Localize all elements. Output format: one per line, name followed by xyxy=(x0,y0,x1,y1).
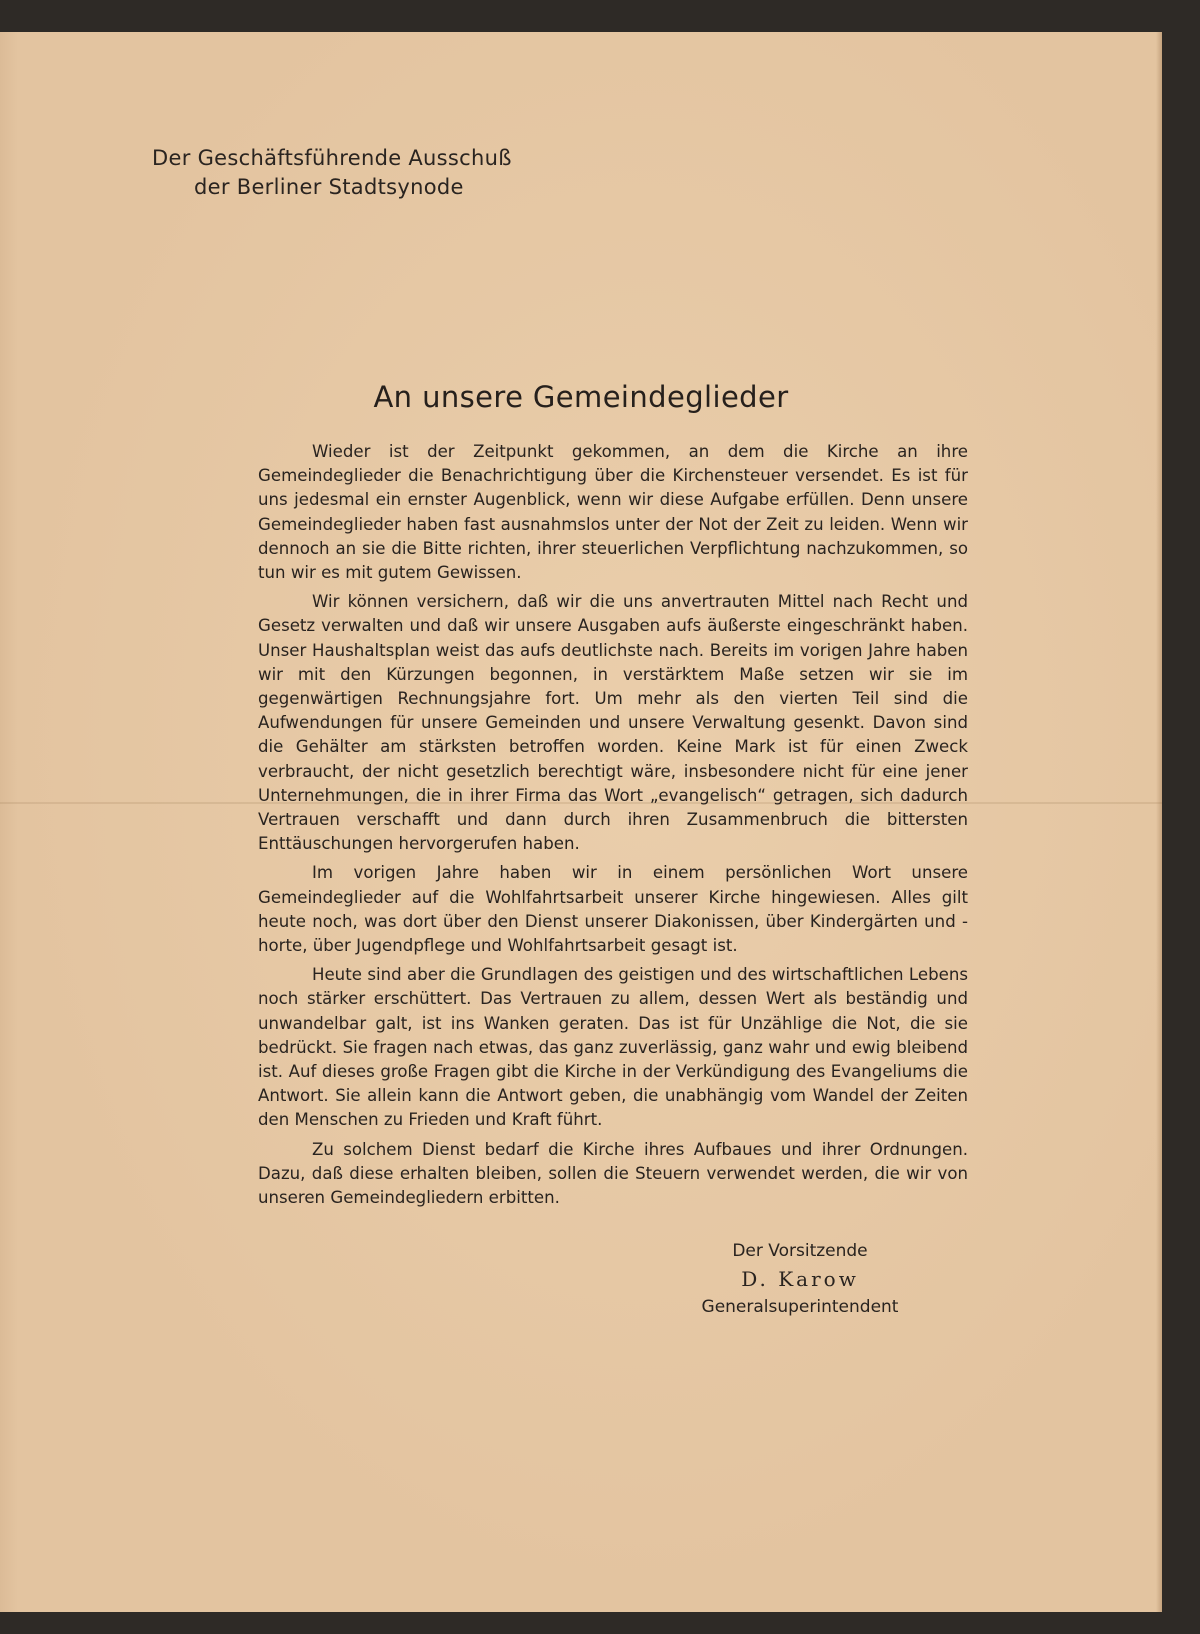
document-heading: An unsere Gemeindeglieder xyxy=(373,380,789,414)
paragraph: Zu solchem Dienst bedarf die Kirche ihres Aufbaues und ihrer Ordnungen. Dazu, daß diese erhalten bleiben, sollen die Steuern verwendet werden, die wir von unseren Gemeindegliedern erbitten. xyxy=(258,1139,968,1208)
paragraph: Heute sind aber die Grundlagen des geistigen und des wirtschaftlichen Lebens noch stärker erschüttert. Das Vertrauen zu allem, dessen Wert als beständig und unwandelbar galt, ist ins Wanken geraten. Das ist für Unzählige die Not, die sie bedrückt. Sie fragen nach etwas, das ganz zuverlässig, ganz wahr und ewig bleibend ist. Auf dieses große Fragen gibt die Kirche in der Verkündigung des Evangeliums die Antwort. Sie allein kann die Antwort geben, die unabhängig vom Wandel der Zeiten den Menschen zu Frieden und Kraft führt. xyxy=(258,965,968,1130)
sender-line-2: der Berliner Stadtsynode xyxy=(194,175,464,199)
letter-body xyxy=(258,440,968,1215)
signature-block xyxy=(700,1238,900,1320)
sender-line-1: Der Geschäftsführende Ausschuß xyxy=(152,146,512,170)
paragraph: Wieder ist der Zeitpunkt gekommen, an dem die Kirche an ihre Gemeindeglieder die Benachrichtigung über die Kirchensteuer versendet. Es ist für uns jedesmal ein ernster Augenblick, wenn wir diese Aufgabe erfüllen. Denn unsere Gemeindeglieder haben fast ausnahmslos unter der Not der Zeit zu leiden. Wenn wir dennoch an sie die Bitte richten, ihrer steuerlichen Verpflichtung nachzukommen, so tun wir es mit gutem Gewissen. xyxy=(258,442,968,583)
signature-name: D. Karow xyxy=(741,1267,859,1291)
paper-edge-shadow xyxy=(1156,32,1162,1612)
paragraph: Im vorigen Jahre haben wir in einem persönlichen Wort unsere Gemeindeglieder auf die Wohlfahrtsarbeit unserer Kirche hingewiesen. Alles gilt heute noch, was dort über den Dienst unserer Diakonissen, über Kindergärten und -horte, über Jugendpflege und Wohlfahrtsarbeit gesagt ist. xyxy=(258,863,968,956)
signature-role: Generalsuperintendent xyxy=(701,1297,899,1317)
paragraph: Wir können versichern, daß wir die uns anvertrauten Mittel nach Recht und Gesetz verwalten und daß wir unsere Ausgaben aufs äußerste eingeschränkt haben. Unser Haushaltsplan weist das aufs deutlichste nach. Bereits im vorigen Jahre haben wir mit den Kürzungen begonnen, in verstärktem Maße setzen wir sie im gegenwärtigen Rechnungsjahre fort. Um mehr als den vierten Teil sind die Aufwendungen für unsere Gemeinden und unsere Verwaltung gesenkt. Davon sind die Gehälter am stärksten betroffen worden. Keine Mark ist für einen Zweck verbraucht, der nicht gesetzlich berechtigt wäre, insbesondere nicht für eine jener Unternehmungen, die in ihrer Firma das Wort „evangelisch“ getragen, sich dadurch Vertrauen verschafft und dann durch ihren Zusammenbruch die bittersten Enttäuschungen hervorgerufen haben. xyxy=(258,592,968,854)
signature-title: Der Vorsitzende xyxy=(732,1241,868,1261)
sender-block xyxy=(152,144,512,202)
document-page xyxy=(0,32,1162,1612)
